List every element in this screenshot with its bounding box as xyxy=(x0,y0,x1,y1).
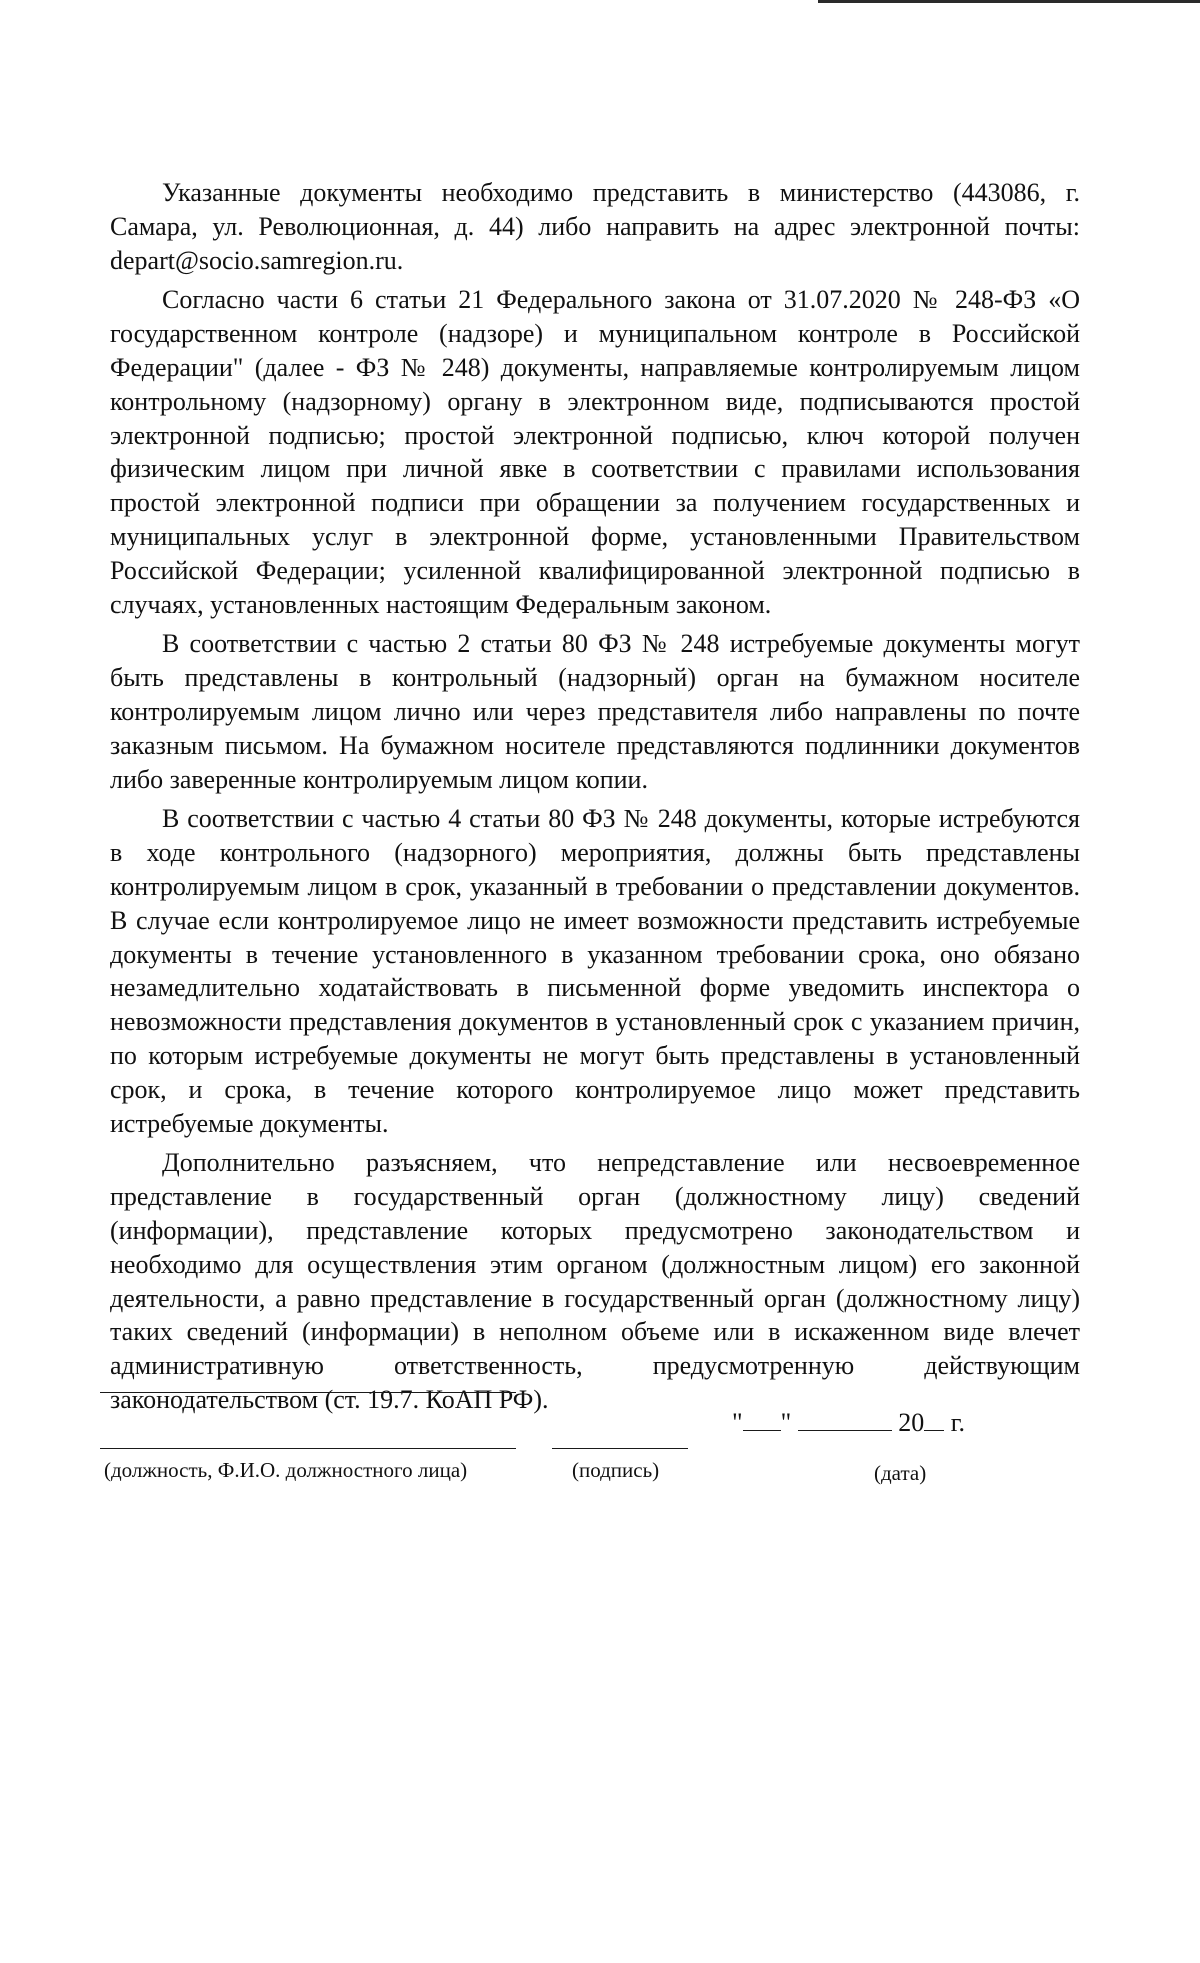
year-prefix: 20 xyxy=(898,1408,925,1437)
document-body xyxy=(110,176,1080,1423)
position-line xyxy=(100,1448,516,1449)
date-label: (дата) xyxy=(874,1461,927,1485)
paragraph-electronic-signature: Согласно части 6 статьи 21 Федерального закона от 31.07.2020 № 248-ФЗ «О государственном контроле (надзоре) и муниципальном контроле в Российской Федерации" (далее - ФЗ № 248) документы, направляемые контролируемым лицом контрольному (надзорному) органу в электронном виде, подписываются простой электронной подписью; простой электронной подписью, ключ которой получен физическим лицом при личной явке в соответствии с правилами использования простой электронной подписи при обращении за получением государственных и муниципальных услуг в электронной форме, установленными Правительством Российской Федерации; усиленной квалифицированной электронной подписью в случаях, установленных настоящим Федеральным законом. xyxy=(110,285,1080,619)
paragraph-submission-address: Указанные документы необходимо представить в министерство (443086, г. Самара, ул. Революционная, д. 44) либо направить на адрес электронной почты: depart@socio.samregion.ru. xyxy=(110,178,1080,275)
date-field xyxy=(732,1408,965,1438)
paragraph-liability: Дополнительно разъясняем, что непредставление или несвоевременное представление в государственный орган (должностному лицу) сведений (информации), представление которых предусмотрено законодательством и необходимо для осуществления этим органом (должностным лицом) его законной деятельности, а равно представление в государственный орган (должностному лицу) таких сведений (информации) в неполном объеме или в искаженном виде влечет административную ответственность, предусмотренную действующим законодательством (ст. 19.7. КоАП РФ). xyxy=(110,1148,1080,1414)
month-blank xyxy=(798,1408,892,1431)
day-blank xyxy=(743,1408,781,1431)
paragraph-paper-submission: В соответствии с частью 2 статьи 80 ФЗ № 248 истребуемые документы могут быть представлены в контрольный (надзорный) орган на бумажном носителе контролируемым лицом лично или через представителя либо направлены по почте заказным письмом. На бумажном носителе представляются подлинники документов либо заверенные контролируемым лицом копии. xyxy=(110,629,1080,794)
signature-line xyxy=(552,1448,688,1449)
date-open-quote: " xyxy=(732,1408,743,1437)
signature-label: (подпись) xyxy=(572,1458,660,1482)
date-close-quote: " xyxy=(780,1408,792,1437)
paragraph-submission-deadline: В соответствии с частью 4 статьи 80 ФЗ № 248 документы, которые истребуются в ходе контрольного (надзорного) мероприятия, должны быть представлены контролируемым лицом в срок, указанный в требовании о представлении документов. В случае если контролируемое лицо не имеет возможности представить истребуемые документы в течение установленного в указанном требовании срока, оно обязано незамедлительно ходатайствовать в письменной форме уведомить инспектора о невозможности представления документов в установленный срок с указанием причин, по которым истребуемые документы не могут быть представлены в установленный срок, и срока, в течение которого контролируемое лицо может представить истребуемые документы. xyxy=(110,804,1080,1138)
position-line-top xyxy=(100,1392,516,1393)
year-suffix: г. xyxy=(950,1408,965,1437)
year-blank xyxy=(924,1408,944,1431)
top-edge-rule xyxy=(818,0,1200,3)
position-label: (должность, Ф.И.О. должностного лица) xyxy=(104,1458,468,1482)
